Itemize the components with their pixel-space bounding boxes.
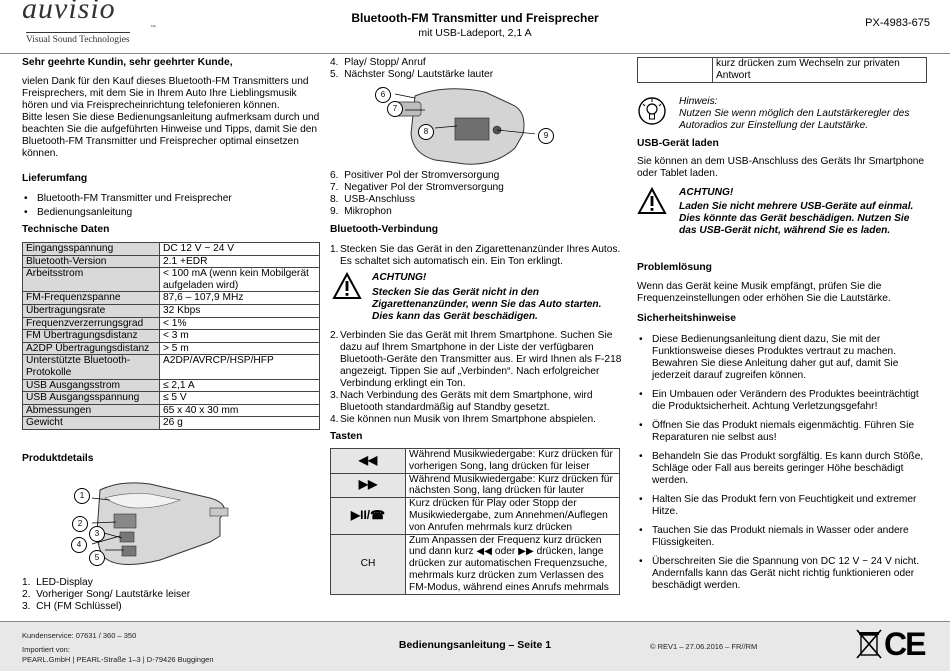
- footer-page: Bedienungsanleitung – Seite 1: [398, 639, 552, 651]
- hint-title: Hinweis:: [679, 96, 718, 107]
- list-number: 6.: [330, 170, 345, 181]
- table-row: [23, 243, 320, 256]
- keys-table-continued: [637, 57, 927, 83]
- warning-title: ACHTUNG!: [372, 272, 427, 283]
- header-divider: [0, 53, 950, 54]
- footer-divider: [0, 621, 950, 622]
- list-number: 2.: [22, 589, 37, 600]
- table-row: [23, 404, 320, 417]
- table-row: [23, 268, 320, 292]
- list-text: Verbinden Sie das Gerät mit Ihrem Smartphone. Suchen Sie dazu auf Ihrem Smartphone in der Liste der verfügbaren Bluetooth-Geräte den Transmitter aus. Er wird Ihnen als F-218 angezeigt. Tippen Sie auf „Verbinden“. Nach erfolgreicher Verbindung erklingt ein Ton.: [340, 330, 622, 389]
- list-item: • Bluetooth-FM Transmitter und Freisprecher: [37, 193, 322, 205]
- brand-trademark: ™: [150, 25, 156, 31]
- table-row: [23, 317, 320, 330]
- list-item: [22, 601, 322, 613]
- list-number: 1.: [330, 244, 339, 255]
- spec-table: [22, 242, 320, 430]
- list-number: 5.: [330, 69, 345, 80]
- list-item: [330, 206, 622, 218]
- table-row: [23, 292, 320, 305]
- key-icon: CH: [331, 534, 406, 594]
- hint-text: Nutzen Sie wenn möglich den Lautstärkeregler des Autoradios zur Einstellung der Lautstärke.: [679, 108, 910, 131]
- detail-list-1: [22, 577, 322, 613]
- document-title: Bluetooth-FM Transmitter und Freisprecher: [351, 11, 599, 25]
- list-item: [330, 170, 622, 182]
- greeting: Sehr geehrte Kundin, sehr geehrter Kunde,: [22, 57, 233, 68]
- list-item: [22, 589, 322, 601]
- callout-2: 2: [72, 516, 88, 532]
- callout-7: 7: [387, 101, 403, 117]
- keys-heading: Tasten: [330, 431, 363, 442]
- spec-key: Unterstützte Bluetooth-Protokolle: [23, 355, 160, 379]
- intro-paragraph-2: Bitte lesen Sie diese Bedienungsanleitung aufmerksam durch und beachten Sie die aufgeführten Hinweise und Tipps, damit Sie den Bluetooth-FM Transmitter und Freisprecher optimal einsetzen können.: [22, 112, 320, 159]
- trouble-text: Wenn das Gerät keine Musik empfängt, prüfen Sie die Frequenzeinstellungen oder erhöhen Sie die Lautstärke.: [637, 281, 891, 304]
- spec-value: A2DP/AVRCP/HSP/HFP: [160, 355, 320, 379]
- usb-heading: USB-Gerät laden: [637, 138, 719, 149]
- list-text: Sie können nun Musik von Ihrem Smartphone abspielen.: [340, 414, 596, 425]
- bt-step-3: [330, 390, 622, 414]
- list-number: 9.: [330, 206, 345, 217]
- column-middle-lower: [330, 170, 622, 268]
- details-heading: Produktdetails: [22, 452, 94, 464]
- trouble-section: [637, 262, 927, 599]
- warning-icon: [332, 272, 362, 300]
- spec-key: Frequenzverzerrungsgrad: [23, 317, 160, 330]
- article-number: PX-4983-675: [865, 17, 930, 29]
- spec-value: 65 x 40 x 30 mm: [160, 404, 320, 417]
- list-item: [22, 577, 322, 589]
- intro-paragraph: vielen Dank für den Kauf dieses Bluetooth-FM Transmitters und Freisprechers, mit dem Sie in Ihrem Auto Ihre Lieblingsmusik hören und via Freisprecheinrichtung telefonieren können.: [22, 76, 309, 111]
- spec-value: 2.1 +EDR: [160, 255, 320, 268]
- list-text: Positiver Pol der Stromversorgung: [344, 170, 500, 181]
- weee-bin-icon: [856, 629, 882, 661]
- list-number: 4.: [330, 414, 339, 425]
- lightbulb-icon: [637, 96, 667, 126]
- spec-value: < 1%: [160, 317, 320, 330]
- brand-logo: auvisio: [22, 0, 116, 25]
- table-row: [331, 449, 620, 474]
- spec-value: 87,6 – 107,9 MHz: [160, 292, 320, 305]
- spec-key: FM-Frequenzspanne: [23, 292, 160, 305]
- list-number: 3.: [22, 601, 37, 612]
- list-number: 8.: [330, 194, 345, 205]
- table-row: [331, 498, 620, 534]
- spec-value: DC 12 V ~ 24 V: [160, 243, 320, 256]
- table-cell: [638, 58, 713, 83]
- callout-1: 1: [74, 488, 90, 504]
- bt-step-1: [330, 244, 622, 268]
- document-subtitle: mit USB-Ladeport, 2,1 A: [418, 27, 532, 39]
- usb-text: Sie können an dem USB-Anschluss des Geräts Ihr Smartphone oder Tablet laden.: [637, 156, 925, 179]
- column-right: [637, 57, 927, 83]
- list-item: • Behandeln Sie das Produkt sorgfältig. Es kann durch Stöße, Schläge oder Fall aus bereits geringer Höhe beschädigt werden.: [652, 451, 927, 487]
- scope-heading: Lieferumfang: [22, 173, 88, 184]
- warning-text: Laden Sie nicht mehrere USB-Geräte auf einmal. Dies könnte das Gerät beschädigen. Nutzen Sie das USB-Gerät nicht, während Sie es laden.: [679, 201, 914, 236]
- key-description: Zum Anpassen der Frequenz kurz drücken und dann kurz ◀◀ oder ▶▶ drücken, lange drücken zur automatischen Frequenzsuche, mehrmals kurz drücken zum Verlassen des FM-Modus, während eines Anrufs mehrmals: [406, 534, 620, 594]
- footer-service: Kundenservice: 07631 / 360 – 350: [22, 631, 137, 640]
- list-text: Nächster Song/ Lautstärke lauter: [344, 69, 494, 80]
- list-text: Play/ Stopp/ Anruf: [344, 57, 426, 68]
- table-row: [23, 417, 320, 430]
- key-description: Kurz drücken für Play oder Stopp der Musikwiedergabe, zum Annehmen/Auflegen von Anrufen mehrmals kurz drücken: [406, 498, 620, 534]
- list-item: • Bedienungsanleitung: [37, 207, 322, 219]
- table-row: [23, 392, 320, 405]
- trouble-heading: Problemlösung: [637, 262, 712, 273]
- spec-key: A2DP Übertragungsdistanz: [23, 342, 160, 355]
- warning-box-2: [637, 187, 929, 239]
- key-icon: ◀◀: [331, 449, 406, 474]
- key-icon: ▶▶: [331, 473, 406, 498]
- table-row: [23, 342, 320, 355]
- list-item: [330, 182, 622, 194]
- safety-heading: Sicherheitshinweise: [637, 313, 737, 324]
- list-text: Negativer Pol der Stromversorgung: [344, 182, 504, 193]
- list-item: • Tauchen Sie das Produkt niemals in Wasser oder andere Flüssigkeiten.: [652, 525, 927, 549]
- footer-importer-label: Importiert von:: [22, 645, 70, 654]
- list-item: • Überschreiten Sie die Spannung von DC 12 V ~ 24 V nicht. Andernfalls kann das Gerät nicht richtig funktionieren oder beschädigt werden.: [652, 556, 927, 592]
- list-text: Mikrophon: [344, 206, 392, 217]
- list-number: 4.: [330, 57, 345, 68]
- list-number: 1.: [22, 577, 37, 588]
- list-item: [330, 57, 622, 69]
- bt-heading: Bluetooth-Verbindung: [330, 224, 439, 235]
- table-row: [23, 355, 320, 379]
- tech-heading: Technische Daten: [22, 224, 110, 235]
- list-item: [330, 194, 622, 206]
- callout-9: 9: [538, 128, 554, 144]
- spec-key: USB Ausgangsspannung: [23, 392, 160, 405]
- list-text: CH (FM Schlüssel): [36, 601, 122, 612]
- list-number: 2.: [330, 330, 339, 341]
- hint-box: [637, 96, 929, 136]
- table-row: [23, 255, 320, 268]
- key-icon: ▶II/☎: [331, 498, 406, 534]
- list-item: • Halten Sie das Produkt fern von Feuchtigkeit und extremer Hitze.: [652, 494, 927, 518]
- table-row: [23, 330, 320, 343]
- spec-value: > 5 m: [160, 342, 320, 355]
- list-number: 3.: [330, 390, 339, 401]
- callout-8: 8: [418, 124, 434, 140]
- spec-value: < 3 m: [160, 330, 320, 343]
- list-text: LED-Display: [36, 577, 93, 588]
- scope-list: [22, 193, 322, 219]
- list-item: • Diese Bedienungsanleitung dient dazu, Sie mit der Funktionsweise dieses Produktes vertraut zu machen. Bewahren Sie diese Anleitung daher gut auf, damit Sie jederzeit darauf zugreifen können.: [652, 334, 927, 382]
- table-row: [23, 304, 320, 317]
- callout-5: 5: [89, 550, 105, 566]
- warning-text: Stecken Sie das Gerät nicht in den Zigarettenanzünder, wenn Sie das Auto starten. Dies kann das Gerät beschädigen.: [372, 287, 602, 322]
- callout-4: 4: [71, 537, 87, 553]
- callout-3: 3: [89, 526, 105, 542]
- list-text: Vorheriger Song/ Lautstärke leiser: [36, 589, 191, 600]
- spec-key: Gewicht: [23, 417, 160, 430]
- list-text: Stecken Sie das Gerät in den Zigarettenanzünder Ihres Autos. Es schaltet sich automatisch ein. Ein Ton erklingt.: [340, 244, 621, 267]
- list-item: • Ein Umbauen oder Verändern des Produktes beeinträchtigt die Produktsicherheit. Achtung Verletzungsgefahr!: [652, 389, 927, 413]
- list-text: Nach Verbindung des Geräts mit dem Smartphone, wird Bluetooth standardmäßig auf Standby gesetzt.: [340, 390, 593, 413]
- spec-key: Arbeitsstrom: [23, 268, 160, 292]
- footer-importer: PEARL.GmbH | PEARL-Straße 1–3 | D-79426 Buggingen: [22, 655, 214, 664]
- safety-list: [637, 334, 927, 592]
- column-left: [22, 57, 322, 465]
- spec-key: Übertragungsrate: [23, 304, 160, 317]
- ce-mark: CE: [884, 626, 925, 662]
- table-row: [638, 58, 927, 83]
- keys-table: [330, 448, 620, 595]
- spec-value: ≤ 2,1 A: [160, 379, 320, 392]
- spec-key: Abmessungen: [23, 404, 160, 417]
- spec-value: ≤ 5 V: [160, 392, 320, 405]
- spec-value: 26 g: [160, 417, 320, 430]
- bt-step-2: [330, 330, 622, 390]
- usb-section: [637, 138, 927, 180]
- table-row: [331, 534, 620, 594]
- key-description: Während Musikwiedergabe: Kurz drücken für vorherigen Song, lang drücken für leiser: [406, 449, 620, 474]
- bt-steps: [330, 330, 622, 595]
- warning-title: ACHTUNG!: [679, 187, 734, 198]
- spec-key: USB Ausgangsstrom: [23, 379, 160, 392]
- brand-tagline: Visual Sound Technologies: [26, 32, 130, 46]
- callout-6: 6: [375, 87, 391, 103]
- list-item: • Öffnen Sie das Produkt niemals eigenmächtig. Führen Sie Reparaturen nie selbst aus!: [652, 420, 927, 444]
- table-row: [23, 379, 320, 392]
- list-number: 7.: [330, 182, 345, 193]
- spec-key: Bluetooth-Version: [23, 255, 160, 268]
- table-cell: kurz drücken zum Wechseln zur privaten Antwort: [713, 58, 927, 83]
- spec-key: FM Übertragungsdistanz: [23, 330, 160, 343]
- spec-value: < 100 mA (wenn kein Mobilgerät aufgeladen wird): [160, 268, 320, 292]
- list-item: [330, 69, 622, 81]
- spec-key: Eingangsspannung: [23, 243, 160, 256]
- footer-revision: © REV1 – 27.06.2016 – FR//RM: [650, 642, 758, 651]
- bt-step-4: [330, 414, 622, 426]
- table-row: [331, 473, 620, 498]
- column-middle: [330, 57, 622, 81]
- list-text: USB-Anschluss: [344, 194, 415, 205]
- product-illustration-back: [385, 84, 535, 172]
- key-description: Während Musikwiedergabe: Kurz drücken für nächsten Song, lang drücken für lauter: [406, 473, 620, 498]
- spec-value: 32 Kbps: [160, 304, 320, 317]
- warning-box-1: [332, 272, 624, 322]
- warning-icon: [637, 187, 667, 215]
